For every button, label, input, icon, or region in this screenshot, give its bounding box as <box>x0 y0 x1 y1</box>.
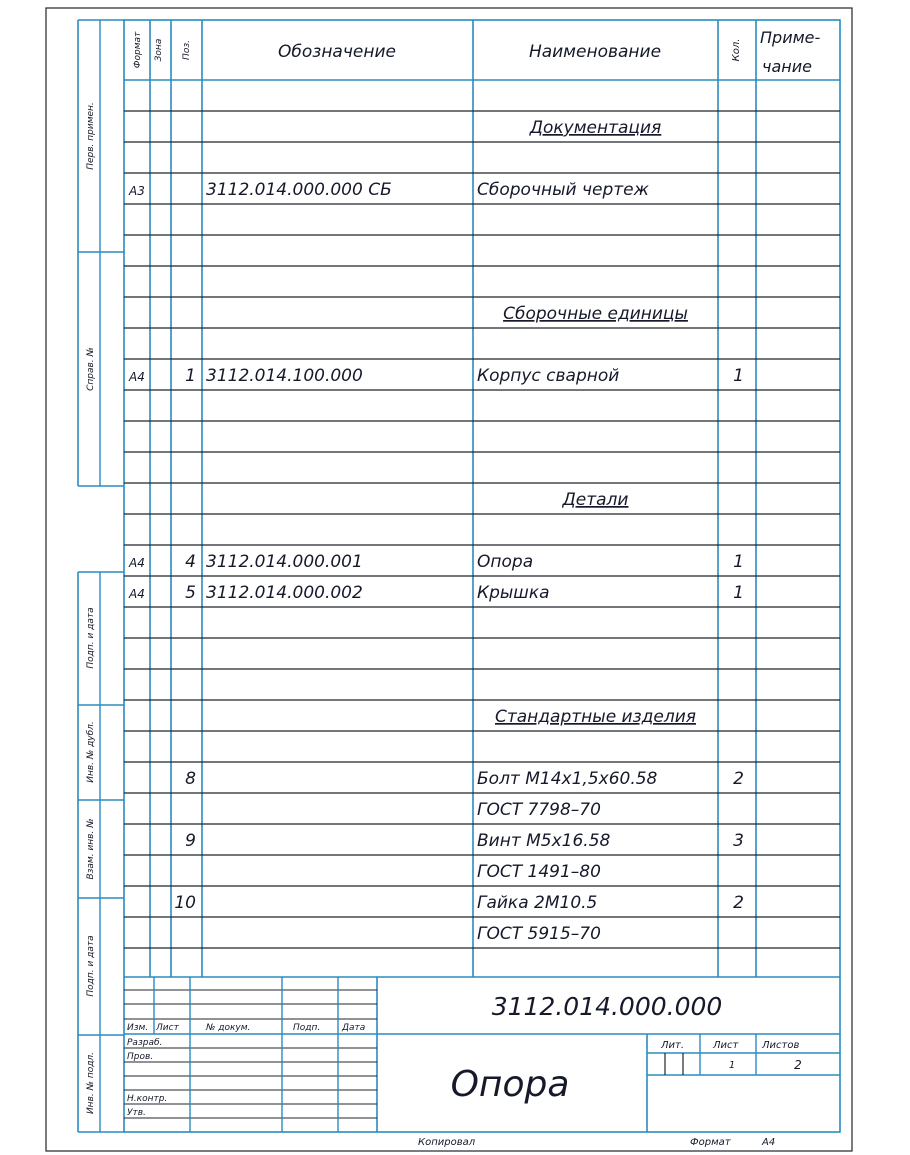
title-col-doc-no: № докум. <box>206 1023 251 1033</box>
side-label: Справ. № <box>86 347 96 391</box>
row-name: Крышка <box>477 583 550 603</box>
header-designation: Обозначение <box>278 42 396 62</box>
table-row <box>185 769 744 789</box>
row-name: ГОСТ 7798–70 <box>477 800 601 820</box>
side-label: Подп. и дата <box>86 607 96 669</box>
section-heading: Детали <box>562 490 629 510</box>
row-position: 5 <box>185 583 196 603</box>
row-format: А3 <box>129 184 145 198</box>
row-name: ГОСТ 5915–70 <box>477 924 601 944</box>
row-quantity: 1 <box>733 366 744 386</box>
side-label: Перв. примен. <box>86 102 96 170</box>
row-position: 9 <box>185 831 196 851</box>
document-number: 3112.014.000.000 <box>491 992 723 1021</box>
sheet-label: Лист <box>713 1040 739 1051</box>
side-label: Подп. и дата <box>86 935 96 997</box>
side-label: Взам. инв. № <box>86 818 96 880</box>
row-quantity: 1 <box>733 583 744 603</box>
sheet-outer-frame <box>46 8 852 1151</box>
table-row <box>174 893 744 913</box>
table-row <box>128 366 744 386</box>
sheets-label: Листов <box>762 1040 800 1051</box>
header-note-line2: чание <box>762 57 812 76</box>
role-approved: Утв. <box>127 1108 146 1118</box>
table-row <box>503 304 688 324</box>
header-name: Наименование <box>528 42 662 62</box>
sheet-value: 1 <box>728 1060 736 1071</box>
header-note-line1: Приме- <box>760 28 821 47</box>
side-label: Инв. № подл. <box>86 1051 96 1115</box>
table-row <box>562 490 629 510</box>
row-name: Винт М5х16.58 <box>477 831 611 851</box>
header-position: Поз. <box>182 40 192 60</box>
section-heading: Сборочные единицы <box>503 304 688 324</box>
row-name: ГОСТ 1491–80 <box>477 862 601 882</box>
row-quantity: 2 <box>733 893 744 913</box>
table-row <box>128 180 650 200</box>
spec-table-rows <box>128 118 744 944</box>
header-quantity: Кол. <box>731 38 742 62</box>
row-name: Корпус сварной <box>477 366 620 386</box>
row-format: А4 <box>129 370 145 384</box>
row-quantity: 3 <box>733 831 744 851</box>
title-col-sign: Подп. <box>293 1023 321 1033</box>
title-col-change: Изм. <box>127 1023 149 1033</box>
table-row <box>477 924 601 944</box>
role-norm-control: Н.контр. <box>127 1094 168 1104</box>
row-position: 8 <box>185 769 196 789</box>
role-checker: Пров. <box>127 1052 154 1062</box>
footer-format-label: Формат <box>690 1137 731 1148</box>
row-name: Болт М14х1,5х60.58 <box>477 769 658 789</box>
table-row <box>477 800 601 820</box>
title-block <box>124 977 840 1132</box>
title-col-date: Дата <box>342 1023 366 1033</box>
header-zone: Зона <box>154 38 164 62</box>
row-designation: 3112.014.000.001 <box>206 552 363 572</box>
row-quantity: 2 <box>733 769 744 789</box>
row-name: Опора <box>477 552 534 572</box>
row-designation: 3112.014.100.000 <box>206 366 363 386</box>
row-format: А4 <box>129 587 145 601</box>
sheets-value: 2 <box>794 1058 802 1072</box>
table-row <box>128 552 744 572</box>
table-row <box>128 583 744 603</box>
table-row <box>477 862 601 882</box>
document-title: Опора <box>450 1064 570 1105</box>
row-name: Гайка 2М10.5 <box>477 893 598 913</box>
header-format: Формат <box>133 31 143 69</box>
section-heading: Стандартные изделия <box>494 707 697 727</box>
footer-copied: Копировал <box>418 1137 476 1148</box>
footer-format-value: А4 <box>762 1137 776 1148</box>
row-position: 10 <box>174 893 196 913</box>
role-developer: Разраб. <box>127 1038 163 1048</box>
row-position: 4 <box>185 552 196 572</box>
side-label: Инв. № дубл. <box>86 721 96 783</box>
lit-label: Лит. <box>661 1040 685 1051</box>
row-format: А4 <box>129 556 145 570</box>
side-labels <box>86 102 96 1114</box>
side-margin-columns <box>78 20 124 1132</box>
row-name: Сборочный чертеж <box>477 180 649 200</box>
title-col-sheet: Лист <box>156 1023 179 1033</box>
table-row <box>185 831 744 851</box>
table-row <box>495 707 696 727</box>
table-row <box>529 118 662 138</box>
row-designation: 3112.014.000.000 СБ <box>206 180 392 200</box>
section-heading: Документация <box>529 118 662 138</box>
row-designation: 3112.014.000.002 <box>206 583 363 603</box>
row-position: 1 <box>185 366 196 386</box>
row-quantity: 1 <box>733 552 744 572</box>
